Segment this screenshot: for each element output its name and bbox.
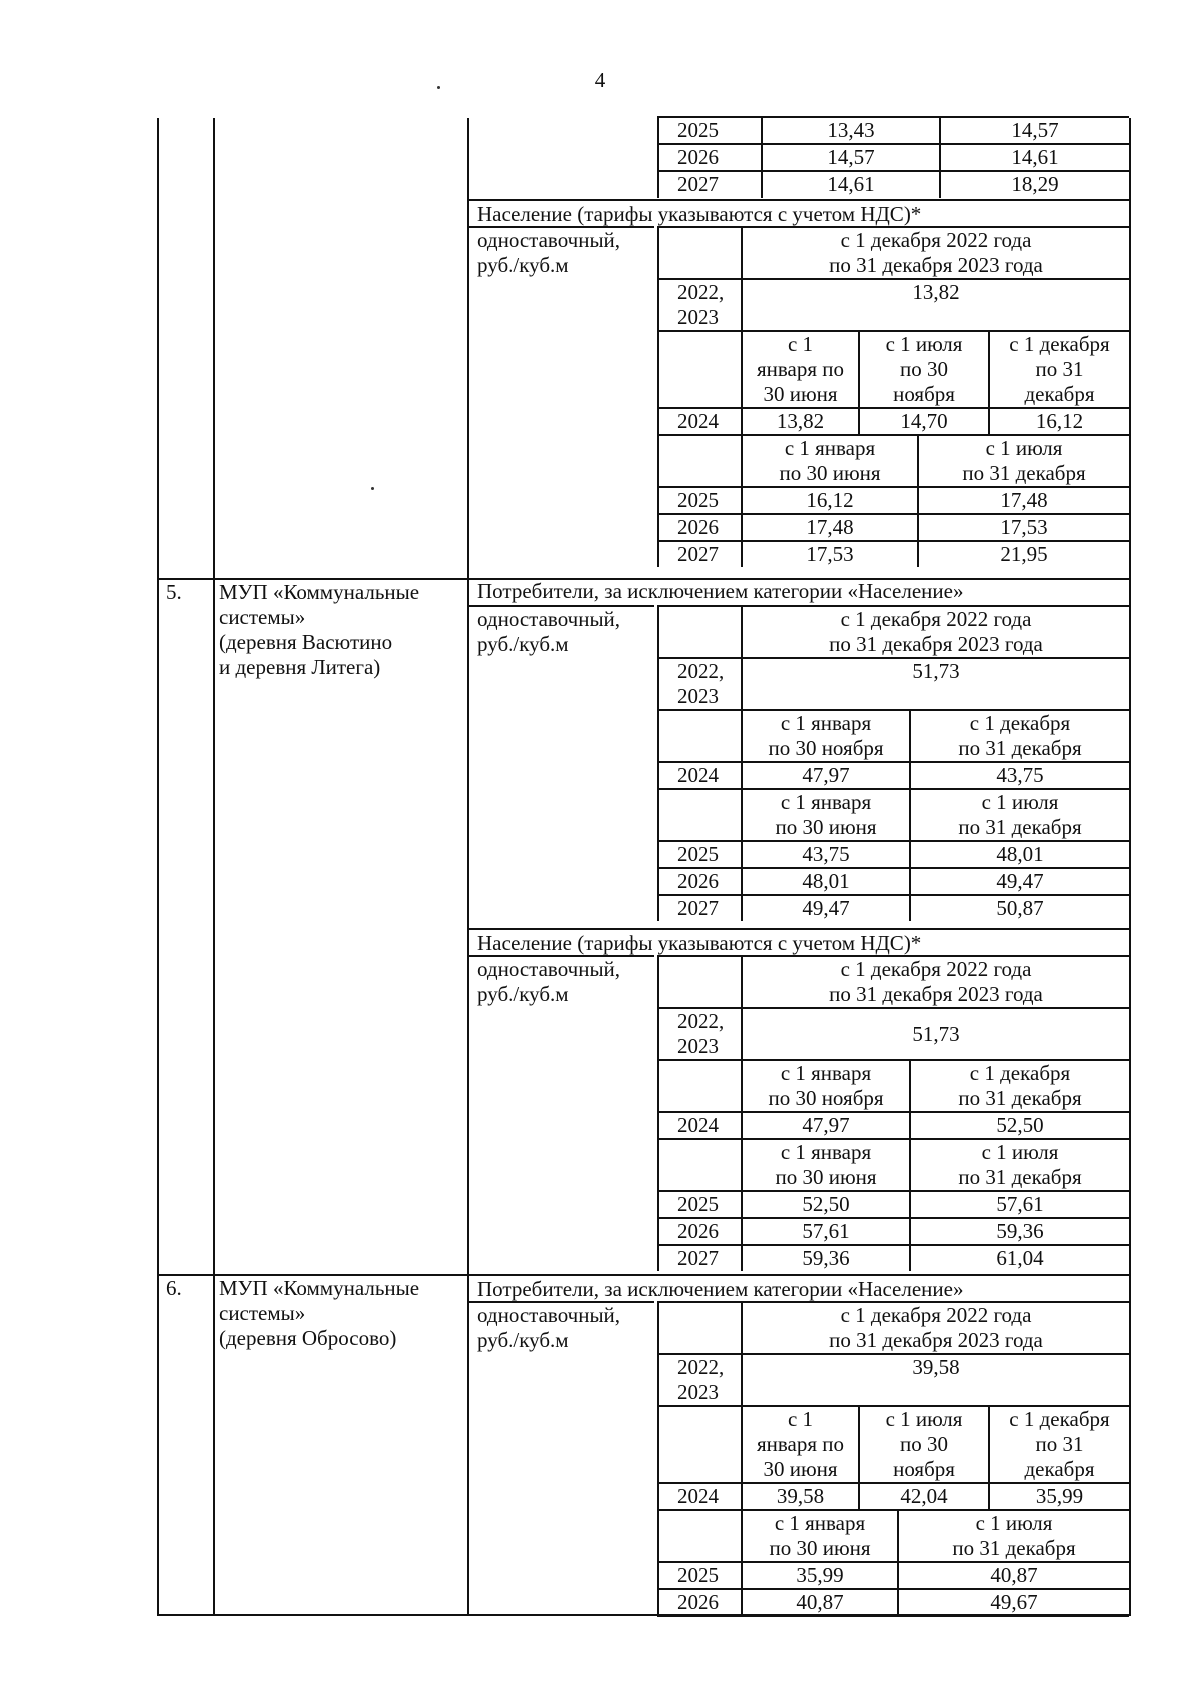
organization-name: МУП «Коммунальные системы» (деревня Обросово) bbox=[219, 1276, 420, 1350]
entry-number: 6. bbox=[166, 1276, 182, 1300]
column-divider bbox=[467, 118, 469, 1614]
table-row: 2026 17,48 17,53 bbox=[658, 514, 1129, 541]
tariff-years-table bbox=[657, 116, 1129, 198]
rate-type-label: одноставочный, руб./куб.м bbox=[469, 955, 654, 1007]
table-row: с 1 января по 30 ноября с 1 декабря по 31 декабря bbox=[658, 1060, 1129, 1112]
table-row: с 1 декабря 2022 года по 31 декабря 2023 года bbox=[658, 227, 1129, 279]
tariff-periods-table bbox=[657, 226, 1129, 567]
table-row: 2025 16,12 17,48 bbox=[658, 487, 1129, 514]
rate-type-label: одноставочный, руб./куб.м bbox=[469, 605, 654, 657]
table-row: с 1 января по 30 июня с 1 июля по 31 декабря bbox=[658, 435, 1129, 487]
table-row: с 1 декабря 2022 года по 31 декабря 2023 года bbox=[658, 956, 1129, 1008]
table-row: с 1 января по 30 июня с 1 июля по 31 декабря bbox=[658, 789, 1129, 841]
table-row: 2026 48,01 49,47 bbox=[658, 868, 1129, 895]
category-heading: Население (тарифы указываются с учетом НДС)* bbox=[469, 928, 1129, 955]
rate-type-label: одноставочный, руб./куб.м bbox=[469, 226, 654, 278]
table-row: 2025 52,50 57,61 bbox=[658, 1191, 1129, 1218]
tariff-periods-table bbox=[657, 605, 1129, 921]
table-row: с 1 декабря 2022 года по 31 декабря 2023 года bbox=[658, 606, 1129, 658]
page-number: 4 bbox=[594, 68, 606, 92]
table-row: 2024 13,82 14,70 16,12 bbox=[658, 408, 1129, 435]
table-row: 2025 13,43 14,57 bbox=[658, 117, 1129, 144]
rate-type-label: одноставочный, руб./куб.м bbox=[469, 1301, 654, 1353]
table-row: 2024 47,97 43,75 bbox=[658, 762, 1129, 789]
category-heading: Потребители, за исключением категории «Население» bbox=[477, 579, 964, 603]
table-row: с 1 января по 30 ноября с 1 декабря по 31 декабря bbox=[658, 710, 1129, 762]
tariff-periods-table bbox=[657, 955, 1129, 1271]
table-row: 2024 39,58 42,04 35,99 bbox=[658, 1483, 1129, 1510]
table-row: 2027 49,47 50,87 bbox=[658, 895, 1129, 921]
category-heading: Население (тарифы указываются с учетом НДС)* bbox=[469, 199, 1129, 226]
tariff-periods-table bbox=[657, 1301, 1129, 1617]
table-row: с 1 января по 30 июня с 1 июля по 30 ноября с 1 декабря по 31 декабря bbox=[658, 1406, 1129, 1483]
table-row: 2027 14,61 18,29 bbox=[658, 171, 1129, 198]
table-row: 2025 35,99 40,87 bbox=[658, 1562, 1129, 1589]
table-row: с 1 января по 30 июня с 1 июля по 31 декабря bbox=[658, 1139, 1129, 1191]
table-row: с 1 января по 30 июня с 1 июля по 31 декабря bbox=[658, 1510, 1129, 1562]
entry-number: 5. bbox=[166, 580, 182, 604]
category-heading: Потребители, за исключением категории «Население» bbox=[469, 1274, 1129, 1301]
column-divider bbox=[213, 118, 215, 1614]
tariff-table bbox=[157, 118, 1131, 1616]
table-row: 2026 57,61 59,36 bbox=[658, 1218, 1129, 1245]
organization-name: МУП «Коммунальные системы» (деревня Васютино и деревня Литега) bbox=[219, 580, 420, 679]
table-row: 2024 47,97 52,50 bbox=[658, 1112, 1129, 1139]
table-row: 2022, 2023 39,58 bbox=[658, 1354, 1129, 1406]
table-row: 2027 59,36 61,04 bbox=[658, 1245, 1129, 1271]
table-row: с 1 декабря 2022 года по 31 декабря 2023 года bbox=[658, 1302, 1129, 1354]
table-row: с 1 января по 30 июня с 1 июля по 30 ноября с 1 декабря по 31 декабря bbox=[658, 331, 1129, 408]
table-row: 2022, 2023 51,73 bbox=[658, 1008, 1129, 1060]
table-row: 2026 14,57 14,61 bbox=[658, 144, 1129, 171]
table-row: 2025 43,75 48,01 bbox=[658, 841, 1129, 868]
table-row: 2022, 2023 13,82 bbox=[658, 279, 1129, 331]
table-row: 2022, 2023 51,73 bbox=[658, 658, 1129, 710]
scan-speck bbox=[437, 86, 440, 89]
table-row: 2026 40,87 49,67 bbox=[658, 1589, 1129, 1616]
table-row: 2027 17,53 21,95 bbox=[658, 541, 1129, 567]
